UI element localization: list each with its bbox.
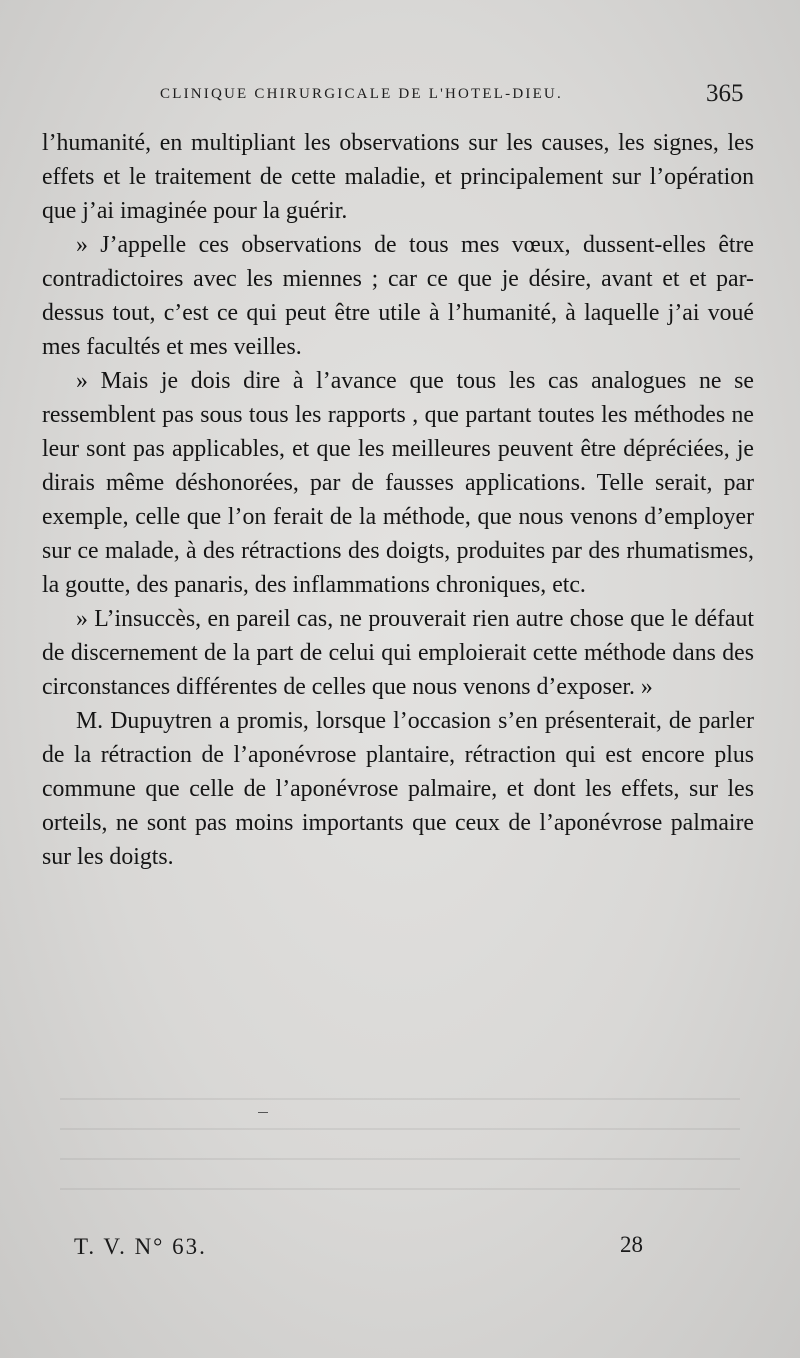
tail-mark	[258, 1112, 268, 1113]
bleed-through-text	[60, 1080, 740, 1200]
paragraph: » J’appelle ces observations de tous mes vœux, dussent-elles être contradictoires avec les miennes ; car ce que je désire, avant et et par-dessus tout, c’est ce qui peut être utile à l’humanité, à laquelle j’ai voué mes facultés et mes veilles.	[42, 232, 754, 360]
paragraph: » L’insuccès, en pareil cas, ne prouverait rien autre chose que le défaut de discernement de la part de celui qui emploierait cette méthode dans des circonstances différentes de celles que nous venons d’exposer. »	[42, 606, 754, 700]
running-head: CLINIQUE CHIRURGICALE DE L'HOTEL-DIEU.	[160, 86, 563, 102]
body-text	[42, 126, 754, 874]
paragraph: M. Dupuytren a promis, lorsque l’occasion s’en présenterait, de parler de la rétraction de l’aponévrose plantaire, rétraction qui est encore plus commune que celle de l’aponévrose palmaire, et dont les effets, sur les orteils, ne sont pas moins importants que ceux de l’aponévrose palmaire sur les doigts.	[42, 708, 754, 870]
paragraph: » Mais je dois dire à l’avance que tous les cas analogues ne se ressemblent pas sous tous les rapports , que partant toutes les méthodes ne leur sont pas applicables, et que les meilleures peuvent être dépréciées, je dirais même déshonorées, par de fausses applications. Telle serait, par exemple, celle que l’on ferait de la méthode, que nous venons d’employer sur ce malade, à des rétractions des doigts, produites par des rhumatismes, la goutte, des panaris, des inflammations chroniques, etc.	[42, 368, 754, 598]
paragraph: l’humanité, en multipliant les observations sur les causes, les signes, les effets et le traitement de cette maladie, et principalement sur l’opération que j’ai imaginée pour la guérir.	[42, 130, 754, 224]
signature-mark: T. V. N° 63.	[74, 1234, 207, 1259]
page-number: 365	[706, 80, 744, 107]
sheet-number: 28	[620, 1232, 643, 1257]
